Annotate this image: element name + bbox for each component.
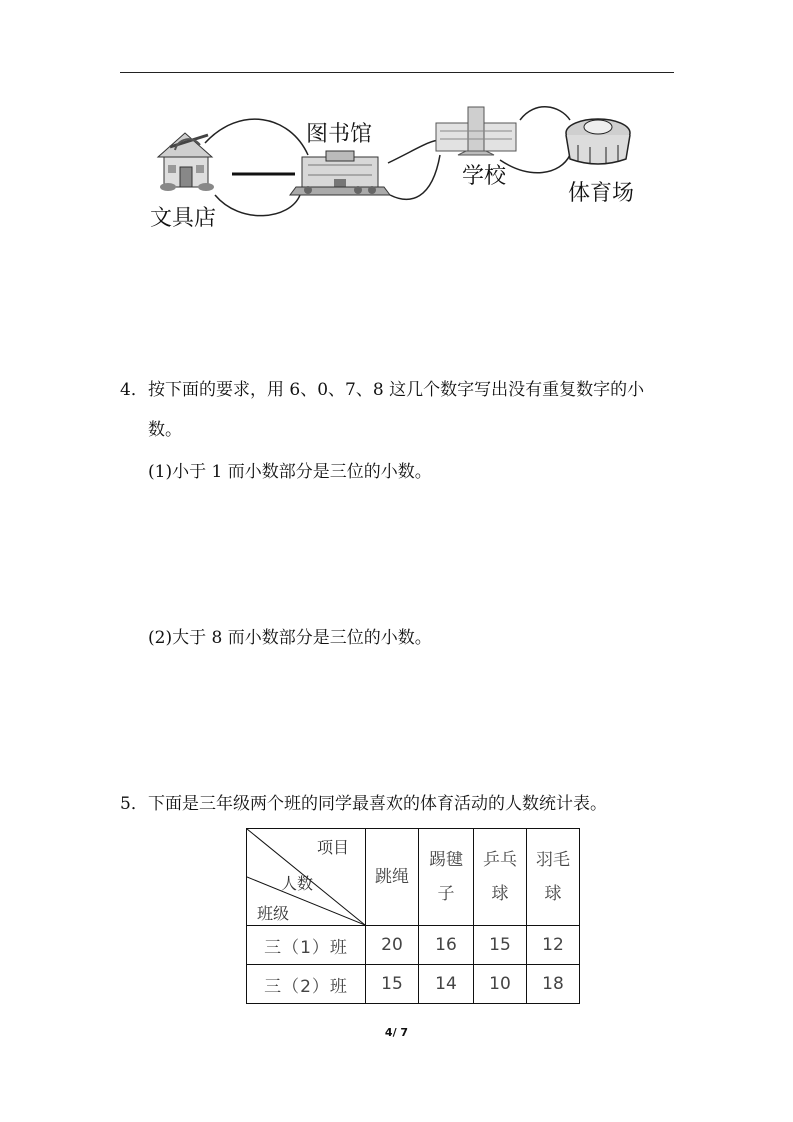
corner-class-label: 班级 xyxy=(257,904,290,923)
page-number: 4/ 7 xyxy=(384,1026,409,1039)
map-routes xyxy=(140,95,660,240)
row-class-name: 三（1）班 xyxy=(247,926,366,965)
header-label: 跳绳 xyxy=(375,867,409,887)
table-cell: 16 xyxy=(419,926,474,965)
route-library-school-upper xyxy=(388,140,440,163)
table-cell: 14 xyxy=(419,965,474,1004)
school-label: 学校 xyxy=(462,164,507,189)
map-illustration xyxy=(140,95,660,240)
corner-header-cell xyxy=(247,829,366,926)
q4-number: 4． xyxy=(120,380,148,400)
table-row xyxy=(247,926,580,965)
table-cell: 20 xyxy=(366,926,419,965)
route-library-school-lower xyxy=(390,155,440,199)
q4-part1: (1)小于 1 而小数部分是三位的小数。 xyxy=(148,462,432,482)
header-shuttlecock xyxy=(419,829,474,926)
table-row xyxy=(247,965,580,1004)
route-lower xyxy=(215,195,300,216)
table-cell: 18 xyxy=(527,965,580,1004)
route-upper xyxy=(205,119,308,155)
table-cell: 15 xyxy=(366,965,419,1004)
stadium-label: 体育场 xyxy=(568,181,635,206)
library-icon xyxy=(290,151,390,195)
q4-part2: (2)大于 8 而小数部分是三位的小数。 xyxy=(148,628,432,648)
table-cell: 10 xyxy=(474,965,527,1004)
route-school-stadium-upper xyxy=(520,107,570,120)
route-school-stadium-lower xyxy=(500,155,570,173)
table-header-row xyxy=(247,829,580,926)
header-ping-pong xyxy=(474,829,527,926)
stationery-shop-label: 文具店 xyxy=(150,206,217,231)
corner-people-label: 人数 xyxy=(281,874,314,893)
q5-number: 5． xyxy=(120,794,148,814)
header-label-line1: 踢毽 xyxy=(429,850,463,870)
q5-text: 下面是三年级两个班的同学最喜欢的体育活动的人数统计表。 xyxy=(148,794,607,814)
q4-text: 按下面的要求，用 6、0、7、8 这几个数字写出没有重复数字的小 xyxy=(148,380,645,400)
header-label-line1: 羽毛 xyxy=(536,850,570,870)
header-label-line2: 子 xyxy=(437,884,455,904)
header-jump-rope xyxy=(366,829,419,926)
table-cell: 15 xyxy=(474,926,527,965)
header-label-line2: 球 xyxy=(544,884,562,904)
header-label-line1: 乒乓 xyxy=(483,850,517,870)
sports-statistics-table xyxy=(246,828,580,1004)
stadium-icon xyxy=(566,119,630,164)
library-label: 图书馆 xyxy=(306,122,373,147)
corner-project-label: 项目 xyxy=(317,838,350,857)
header-rule xyxy=(120,72,674,73)
header-label-line2: 球 xyxy=(491,884,509,904)
header-badminton xyxy=(527,829,580,926)
row-class-name: 三（2）班 xyxy=(247,965,366,1004)
q4-text-continued: 数。 xyxy=(148,420,182,440)
table-cell: 12 xyxy=(527,926,580,965)
school-icon xyxy=(436,107,516,155)
